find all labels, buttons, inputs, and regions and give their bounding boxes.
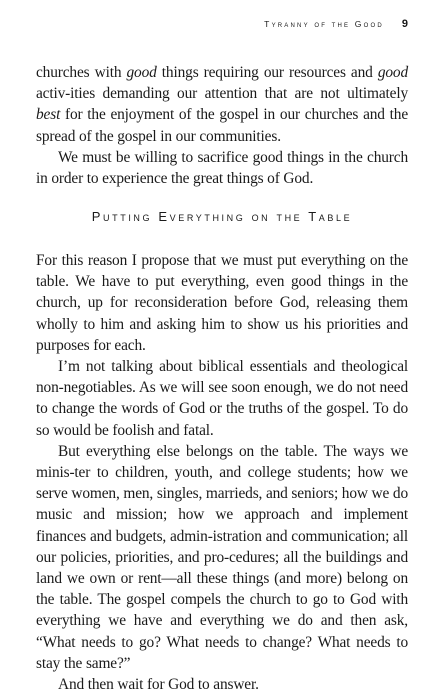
paragraph xyxy=(36,62,408,147)
paragraph: We must be willing to sacrifice good things in the church in order to experience the great things of God. xyxy=(36,148,408,188)
section-heading: Putting Everything on the Table xyxy=(91,209,353,224)
text-run: activ-ities demanding our attention that are not ultimately xyxy=(36,85,408,103)
paragraph: But everything else belongs on the table. The ways we minis-ter to children, youth, and college students; how we serve women, men, singles, marrieds, and seniors; how we do music and mission; how we approach and implement finances and budgets, admin-istration and communication; all our policies, priorities, and pro-cedures; all the buildings and land we own or rent—all these things (and more) belong on the table. The gospel compels the church to go to God with everything we have and everything we do and then ask, “What needs to go? What needs to change? What needs to stay the same?” xyxy=(36,442,408,672)
emphasis-best: best xyxy=(36,106,61,124)
text-block-main xyxy=(36,250,408,695)
paragraph: And then wait for God to answer. xyxy=(58,676,259,694)
paragraph: I’m not talking about biblical essentials and theological non-negotiables. As we will see soon enough, we do not need to change the words of God or the truths of the gospel. To do so would be foolish and fatal. xyxy=(36,358,408,439)
running-head-title: Tyranny of the Good xyxy=(264,19,384,29)
paragraph: For this reason I propose that we must put everything on the table. We have to put everything, even good things in the church, up for reconsideration before God, releasing them wholly to him and asking him to show us his priorities and purposes for each. xyxy=(36,252,408,354)
emphasis-good: good xyxy=(126,64,157,81)
page-number: 9 xyxy=(401,18,408,30)
emphasis-good: good xyxy=(377,64,408,81)
text-block-top xyxy=(36,62,408,189)
text-run: for the enjoyment of the gospel in our churches and the spread of the gospel in our communities. xyxy=(36,106,408,145)
text-run: things requiring our resources and xyxy=(156,64,378,81)
text-run: churches with xyxy=(36,64,127,81)
running-head xyxy=(264,18,408,30)
